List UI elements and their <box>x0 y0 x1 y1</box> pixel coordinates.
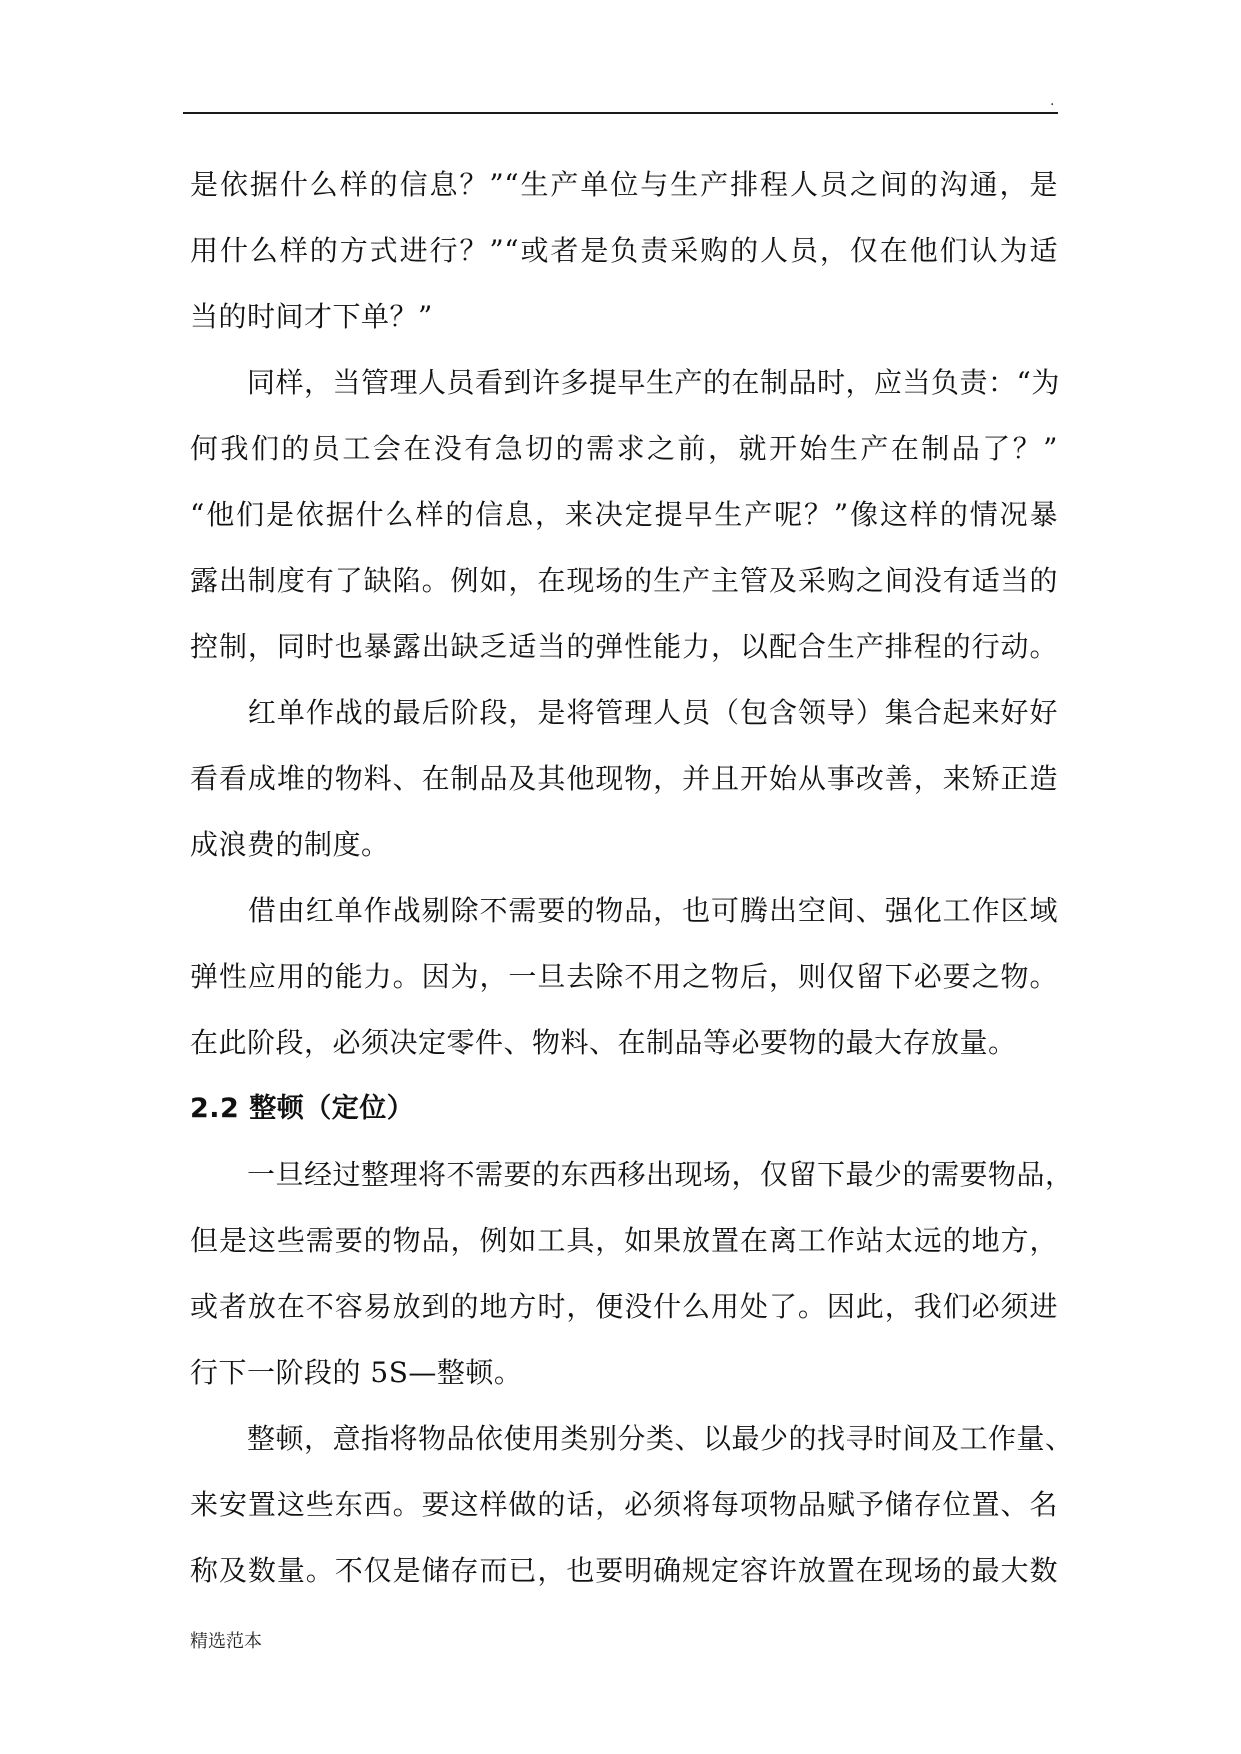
text-line: “他们是依据什么样的信息，来决定提早生产呢？”像这样的情况暴 <box>190 498 1058 531</box>
text-line: 何我们的员工会在没有急切的需求之前，就开始生产在制品了？” <box>190 432 1058 465</box>
text-line: 一旦经过整理将不需要的东西移出现场，仅留下最少的需要物品， <box>190 1158 1074 1191</box>
text-line: 成浪费的制度。 <box>190 828 390 861</box>
document-body <box>190 160 1074 1612</box>
text-line: 但是这些需要的物品，例如工具，如果放置在离工作站太远的地方， <box>190 1224 1058 1257</box>
text-line: 红单作战的最后阶段，是将管理人员（包含领导）集合起来好好 <box>190 696 1058 729</box>
text-line: 整顿，意指将物品依使用类别分类、以最少的找寻时间及工作量、 <box>190 1422 1074 1455</box>
text-line: 称及数量。不仅是储存而已，也要明确规定容许放置在现场的最大数 <box>190 1554 1058 1587</box>
text-line: 或者放在不容易放到的地方时，便没什么用处了。因此，我们必须进 <box>190 1290 1058 1323</box>
text-line: 当的时间才下单？” <box>190 300 433 333</box>
text-line: 是依据什么样的信息？”“生产单位与生产排程人员之间的沟通，是 <box>190 168 1058 201</box>
text-line: 来安置这些东西。要这样做的话，必须将每项物品赋予储存位置、名 <box>190 1488 1058 1521</box>
text-line: 借由红单作战剔除不需要的物品，也可腾出空间、强化工作区域 <box>190 894 1058 927</box>
text-line: 行下一阶段的 5S—整顿。 <box>190 1356 523 1389</box>
text-line: 在此阶段，必须决定零件、物料、在制品等必要物的最大存放量。 <box>190 1026 1017 1059</box>
text-line: 弹性应用的能力。因为，一旦去除不用之物后，则仅留下必要之物。 <box>190 960 1058 993</box>
footer-label: 精选范本 <box>190 1631 262 1652</box>
text-line: 用什么样的方式进行？”“或者是负责采购的人员，仅在他们认为适 <box>190 234 1058 267</box>
text-line: 看看成堆的物料、在制品及其他现物，并且开始从事改善，来矫正造 <box>190 762 1058 795</box>
header-rule <box>183 112 1058 114</box>
text-line: 控制，同时也暴露出缺乏适当的弹性能力，以配合生产排程的行动。 <box>190 630 1058 663</box>
text-line: 同样，当管理人员看到许多提早生产的在制品时，应当负责：“为 <box>190 366 1060 399</box>
text-line: 露出制度有了缺陷。例如，在现场的生产主管及采购之间没有适当的 <box>190 564 1058 597</box>
section-heading: 2.2 整顿（定位） <box>190 1093 415 1124</box>
header-mark: . <box>1050 93 1055 109</box>
